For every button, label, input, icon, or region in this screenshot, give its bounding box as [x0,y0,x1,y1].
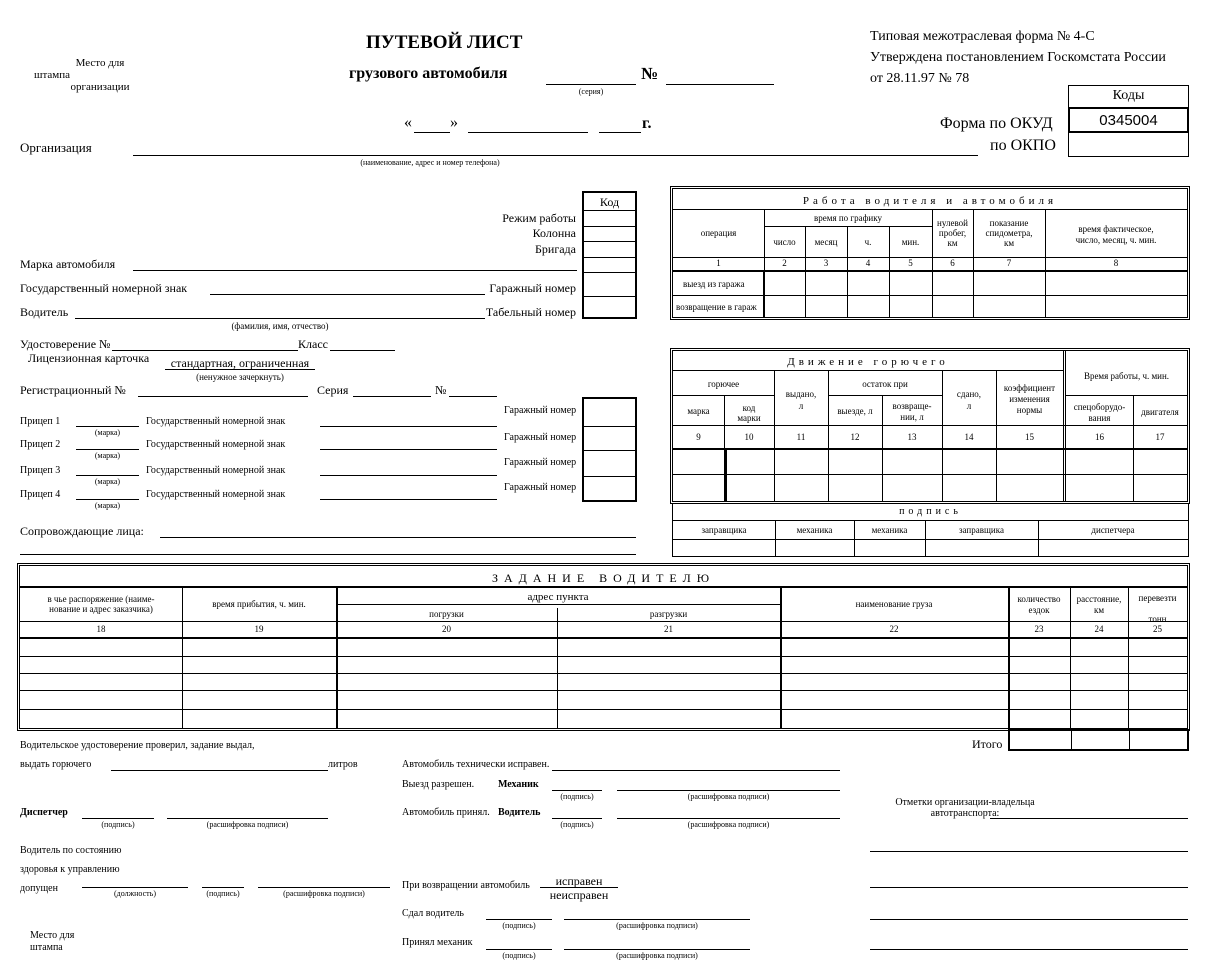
fuel-num-16: 16 [1095,432,1104,442]
task-num-23: 23 [1034,624,1044,634]
trailer-2-plate-label: Государственный номерной знак [146,439,286,450]
code-column [582,191,637,319]
license-label: Удостоверение № [20,337,111,351]
accepted-sign-cap: (подпись) [502,951,536,960]
lic-types-line [165,369,315,370]
number-line[interactable] [666,84,774,85]
work-num-8: 8 [1113,258,1119,268]
fuel-col-brand: марка [687,406,710,416]
lic-caption: (ненужное зачеркнуть) [196,372,284,382]
trailer-1-plate-label: Государственный номерной знак [146,416,286,427]
reg-no-label: Регистрационный № [20,383,126,397]
work-col-zero-run: нулевой пробег, км [937,218,968,248]
dispatcher-sign-cap: (подпись) [101,820,135,829]
trailer-3-brand-cap: (марка) [94,477,121,486]
admit-sign-line[interactable] [202,887,244,888]
fuel-col-coef: коэффициент изменения нормы [1003,383,1056,415]
trailer-garage-column [582,397,637,502]
work-num-5: 5 [908,258,913,268]
sign-mechanic-2: механика [871,525,908,535]
admit-decode-line[interactable] [258,887,390,888]
date-year-line[interactable] [599,132,641,133]
driver-label: Водитель [20,305,69,319]
trailer-1-garage-label: Гаражный номер [504,405,577,416]
driver-decode-cap: (расшифровка подписи) [687,820,770,829]
fio-caption: (фамилия, имя, отчество) [231,321,329,331]
car-brand-label: Марка автомобиля [20,257,116,271]
admit-position-line[interactable] [82,887,188,888]
admit-position-cap: (должность) [114,889,156,898]
trailer-1-label: Прицеп 1 [20,416,61,427]
garage-no-label: Гаражный номер [489,281,576,295]
driver-sign-cap: (подпись) [560,820,594,829]
reg-num-line[interactable] [449,396,497,397]
fuel-num-10: 10 [744,432,754,442]
task-col-arrival: время прибытия, ч. мин. [212,599,306,609]
trailer-3-plate-label: Государственный номерной знак [146,465,286,476]
class-line[interactable] [330,350,395,351]
checked-label: Водительское удостоверение проверил, задание выдал, [20,740,255,751]
fuel-num-15: 15 [1025,432,1034,442]
admit-decode-cap: (расшифровка подписи) [283,889,365,898]
form-info: Типовая межотраслевая форма № 4-С Утверждена постановлением Госкомстата России от 28.11.97 № 78 [870,29,1166,86]
fuel-col-fuel: горючее [707,379,740,389]
driver-line[interactable] [75,318,485,319]
owner-notes-line-4[interactable] [870,919,1188,920]
trailer-4-plate-line[interactable] [320,499,497,500]
task-num-18: 18 [96,624,106,634]
work-col-month: месяц [814,237,838,247]
work-num-7: 7 [1006,258,1012,268]
number-sign: № [641,64,659,83]
trailer-2-brand-line[interactable] [76,449,139,450]
work-col-day: число [773,237,796,247]
owner-notes-label: Отметки организации-владельца автотранспорта: [895,797,1035,819]
work-num-3: 3 [823,258,829,268]
series-label: Серия [317,383,349,397]
fuel-amount-line[interactable] [111,770,328,771]
sign-dispatcher: диспетчера [1091,525,1135,535]
brigade-label: Бригада [535,242,576,256]
exit-allowed-label: Выезд разрешен. [402,779,475,790]
trailer-3-plate-line[interactable] [320,475,497,476]
fuel-table [670,348,1190,504]
fuel-col-engine: двигателя [1141,407,1179,417]
mechanic-decode-cap: (расшифровка подписи) [687,792,770,801]
trailer-4-brand-line[interactable] [76,499,139,500]
liters-label: литров [328,759,358,770]
org-line[interactable] [133,155,978,156]
trailer-4-garage-label: Гаражный номер [504,482,577,493]
task-col-cargo: наименование груза [855,599,933,609]
fuel-col-worktime: Время работы, ч. мин. [1083,371,1170,381]
work-table [670,186,1190,320]
task-col-trips: количество ездок [1017,594,1061,615]
tech-ok-label: Автомобиль технически исправен. [402,759,550,770]
work-col-speedo: показание спидометра, км [985,218,1033,248]
trailer-2-label: Прицеп 2 [20,439,61,450]
trailer-3-brand-line[interactable] [76,475,139,476]
driver-sign-label: Водитель [498,807,541,818]
code-header: Код [599,195,620,209]
work-row-return: возвращение в гараж [676,302,757,312]
driver-state-label: Водитель по состоянию здоровья к управлению допущен [20,845,122,894]
fuel-num-13: 13 [907,432,917,442]
dispatcher-decode-line[interactable] [167,818,328,819]
sign-fueler-2: заправщика [959,525,1004,535]
fuel-col-remain: остаток при [862,379,908,389]
tab-no-label: Табельный номер [485,305,576,319]
trailer-1-plate-line[interactable] [320,426,497,427]
reg-num-sign: № [435,383,447,397]
trailer-1-brand-line[interactable] [76,426,139,427]
trailer-1-brand-cap: (марка) [94,428,121,437]
series-line[interactable] [546,84,636,85]
car-brand-line[interactable] [133,270,577,271]
date-quote-open: « [404,114,412,131]
fuel-num-9: 9 [696,432,701,442]
on-return-label: При возвращении автомобиль [402,880,530,891]
task-table [17,563,1190,731]
page-subtitle: грузового автомобиля [349,65,508,82]
task-num-21: 21 [664,624,673,634]
give-fuel-label: выдать горючего [20,759,92,770]
series-input-line[interactable] [353,396,431,397]
task-num-25: 25 [1153,624,1162,634]
mode-label: Режим работы [502,211,576,225]
owner-notes-line-2[interactable] [870,851,1188,852]
trailer-2-plate-line[interactable] [320,449,497,450]
work-num-6: 6 [950,258,955,268]
okud-label: Форма по ОКУД [940,115,1053,132]
fuel-num-12: 12 [850,432,860,442]
page-title: ПУТЕВОЙ ЛИСТ [366,32,523,53]
year-suffix: г. [642,115,652,132]
lic-card-label: Лицензионная карточка [28,351,150,365]
plate-line[interactable] [210,294,485,295]
dispatcher-decode-cap: (расшифровка подписи) [206,820,289,829]
fuel-col-issued: выдано, л [785,389,817,411]
sign-fueler-1: заправщика [701,525,747,535]
date-quote-close: » [450,114,458,131]
org-caption: (наименование, адрес и номер телефона) [360,158,500,167]
series-caption: (серия) [578,87,604,96]
trailer-2-garage-label: Гаражный номер [504,432,577,443]
task-col-customer: в чье распоряжение (наиме- нование и адрес заказчика) [47,594,155,614]
sign-mechanic-1: механика [796,525,833,535]
dispatcher-sign-line[interactable] [82,818,154,819]
work-row-exit: выезд из гаража [683,279,745,289]
task-col-loading: погрузки [429,609,464,619]
fuel-title: Движение горючего [787,356,949,368]
fuel-num-17: 17 [1155,432,1165,442]
escort-line-2[interactable] [20,554,636,555]
fuel-signatures [672,503,1189,557]
driver-decode-line[interactable] [617,818,840,819]
work-col-actual: время фактическое, число, месяц, ч. мин. [1075,224,1157,245]
fuel-col-brand-code: код марки [737,403,761,423]
dispatcher-label: Диспетчер [20,807,68,818]
task-col-unloading: разгрузки [649,609,688,619]
handed-sign-line[interactable] [486,919,552,920]
plate-label: Государственный номерной знак [20,281,188,295]
lic-types: стандартная, ограниченная [170,356,310,370]
trailer-4-brand-cap: (марка) [94,501,121,510]
car-accepted-label: Автомобиль принял. [402,807,490,818]
status-not-ok: неисправен [549,888,609,902]
work-col-schedule: время по графику [814,213,882,223]
handed-driver-label: Сдал водитель [402,908,464,919]
mechanic-sign-line[interactable] [552,790,602,791]
fuel-sign-title: подпись [899,506,962,517]
work-num-1: 1 [716,258,721,268]
work-title: Работа водителя и автомобиля [802,195,1058,207]
task-num-20: 20 [442,624,451,634]
mechanic-sign-cap: (подпись) [560,792,594,801]
handed-decode-line[interactable] [564,919,750,920]
trailer-2-brand-cap: (марка) [94,451,121,460]
stamp-place-label: Место для штампа организации [34,57,130,93]
work-col-hour: ч. [864,237,872,247]
task-num-19: 19 [254,624,264,634]
task-num-24: 24 [1094,624,1104,634]
work-num-2: 2 [782,258,787,268]
accepted-mech-label: Принял механик [402,937,473,948]
task-num-22: 22 [889,624,899,634]
status-ok: исправен [555,874,603,888]
work-col-operation: операция [700,228,737,238]
owner-notes-line-3[interactable] [870,887,1188,888]
okud-cell[interactable] [1068,107,1189,133]
escort-label: Сопровождающие лица: [20,524,144,538]
handed-sign-cap: (подпись) [502,921,536,930]
task-title: ЗАДАНИЕ ВОДИТЕЛЮ [491,571,716,585]
class-label: Класс [298,337,328,351]
total-row [1008,729,1189,751]
okud-value: 0345004 [1099,112,1158,129]
trailer-4-label: Прицеп 4 [20,489,61,500]
work-num-4: 4 [865,258,871,268]
owner-notes-line-1[interactable] [990,818,1188,819]
trailer-4-plate-label: Государственный номерной знак [146,489,286,500]
fuel-col-special: спецоборудо- вания [1073,402,1126,423]
codes-title: Коды [1112,88,1145,103]
okpo-label: по ОКПО [990,137,1056,154]
owner-notes-line-5[interactable] [870,949,1188,950]
accepted-sign-line[interactable] [486,949,552,950]
total-label: Итого [972,737,1003,751]
mechanic-decode-line[interactable] [617,790,840,791]
accepted-decode-line[interactable] [564,949,750,950]
stamp-place-bottom: Место для штампа [30,930,75,953]
admit-sign-cap: (подпись) [206,889,240,898]
fuel-col-on-return: возвраще- нии, л [892,401,932,422]
fuel-col-handed: сдано, л [956,389,982,411]
handed-decode-cap: (расшифровка подписи) [616,921,698,930]
work-col-min: мин. [901,237,920,247]
fuel-num-11: 11 [796,432,806,442]
driver-sign-line[interactable] [552,818,602,819]
org-label: Организация [20,140,92,155]
date-day-line[interactable] [414,132,450,133]
trailer-3-label: Прицеп 3 [20,465,61,476]
column-label: Колонна [532,226,576,240]
task-col-transport: перевезти тонн [1138,593,1177,624]
tech-ok-line[interactable] [552,770,840,771]
task-col-address: адрес пункта [527,591,589,603]
escort-line-1[interactable] [160,537,636,538]
task-col-distance: расстояние, км [1076,594,1122,615]
date-month-line[interactable] [468,132,588,133]
fuel-num-14: 14 [964,432,974,442]
accepted-decode-cap: (расшифровка подписи) [616,951,698,960]
mechanic-label: Механик [498,779,539,790]
reg-no-line[interactable] [138,396,308,397]
fuel-col-on-exit: выезде, л [837,406,873,416]
trailer-3-garage-label: Гаражный номер [504,457,577,468]
